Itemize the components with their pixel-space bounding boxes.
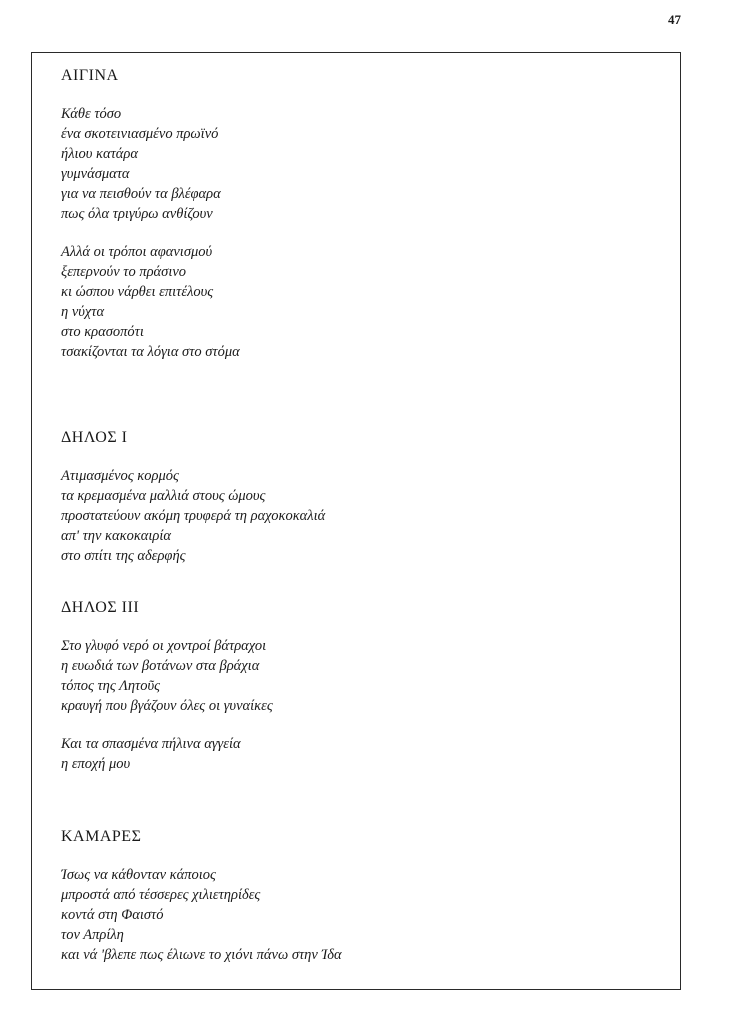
verse-line: η ευωδιά των βοτάνων στα βράχια (61, 658, 260, 674)
stanza (61, 466, 325, 566)
verse-line: κι ώσπου νάρθει επιτέλους (61, 284, 214, 300)
verse-line: για να πεισθούν τα βλέφαρα (61, 186, 221, 202)
stanza (61, 734, 273, 774)
verse-line: πως όλα τριγύρω ανθίζουν (61, 206, 213, 222)
verse-line: και νά 'βλεπε πως έλιωνε το χιόνι πάνω στην Ίδα (61, 947, 342, 963)
stanza (61, 104, 240, 224)
poem-title: ΑΙΓΙΝΑ (61, 67, 119, 84)
verse-line: κοντά στη Φαιστό (61, 907, 164, 923)
verse-line: Στο γλυφό νερό οι χοντροί βάτραχοι (61, 638, 267, 654)
poem-kamares (61, 827, 342, 965)
stanza (61, 636, 273, 716)
verse-line: στο κρασοπότι (61, 324, 144, 340)
verse-line: γυμνάσματα (61, 166, 130, 182)
verse-line: κραυγή που βγάζουν όλες οι γυναίκες (61, 698, 273, 714)
verse-line: απ' την κακοκαιρία (61, 528, 172, 544)
verse-line: μπροστά από τέσσερες χιλιετηρίδες (61, 887, 261, 903)
verse-line: Ίσως να κάθονταν κάποιος (61, 867, 216, 883)
verse-line: στο σπίτι της αδερφής (61, 548, 186, 564)
page-number: 47 (668, 12, 681, 27)
verse-line: τα κρεμασμένα μαλλιά στους ώμους (61, 488, 266, 504)
poem-title: ΔΗΛΟΣ Ι (61, 429, 128, 446)
stanza (61, 865, 342, 965)
verse-line: ξεπερνούν το πράσινο (61, 264, 187, 280)
poem-dilos-1 (61, 428, 325, 566)
verse-line: τόπος της Λητοῦς (61, 678, 161, 694)
verse-line: ένα σκοτεινιασμένο πρωϊνό (61, 126, 219, 142)
poem-aigina (61, 66, 240, 362)
verse-line: Και τα σπασμένα πήλινα αγγεία (61, 736, 241, 752)
verse-line: Ατιμασμένος κορμός (61, 468, 179, 484)
verse-line: τον Απρίλη (61, 927, 124, 943)
verse-line: ήλιου κατάρα (61, 146, 138, 162)
poem-title: ΚΑΜΑΡΕΣ (61, 828, 142, 845)
verse-line: Κάθε τόσο (61, 106, 122, 122)
verse-line: προστατεύουν ακόμη τρυφερά τη ραχοκοκαλιά (61, 508, 326, 524)
verse-line: η νύχτα (61, 304, 105, 320)
verse-line: η εποχή μου (61, 756, 131, 772)
poem-dilos-3 (61, 598, 273, 774)
stanza (61, 242, 240, 362)
poem-title: ΔΗΛΟΣ ΙΙΙ (61, 599, 140, 616)
verse-line: τσακίζονται τα λόγια στο στόμα (61, 344, 240, 360)
verse-line: Αλλά οι τρόποι αφανισμού (61, 244, 213, 260)
